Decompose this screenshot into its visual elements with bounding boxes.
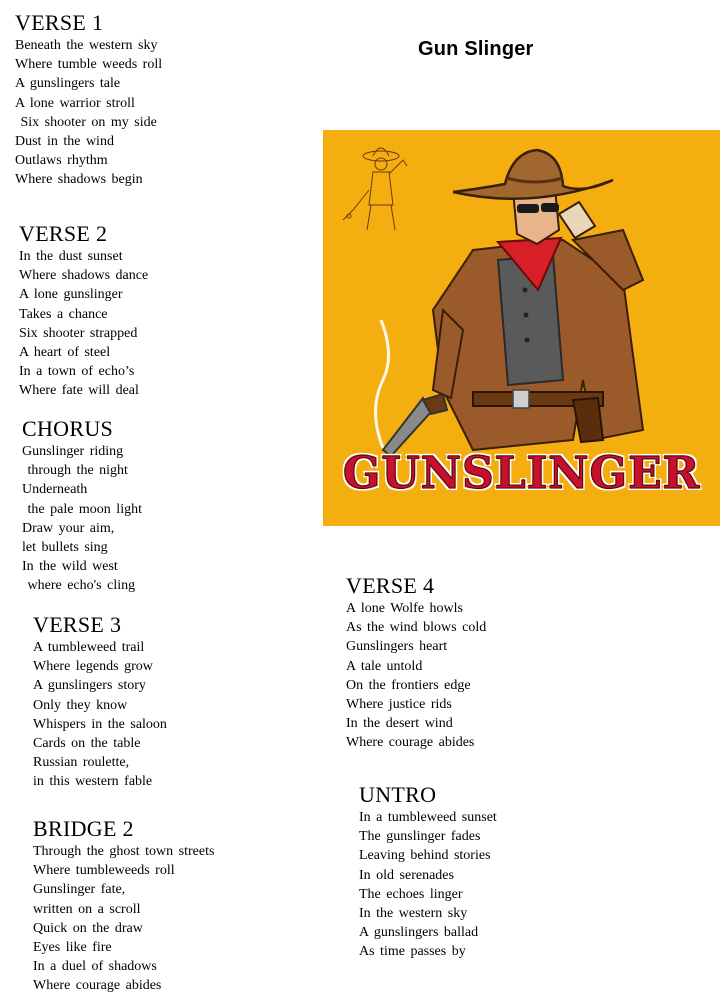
verse-1 bbox=[15, 10, 162, 190]
lyric-line: As the wind blows cold bbox=[346, 620, 487, 636]
lyric-line: In a duel of shadows bbox=[33, 959, 157, 975]
song-title: Gun Slinger bbox=[418, 38, 534, 60]
lyric-line: Where justice rids bbox=[346, 697, 452, 713]
lyric-line: In the desert wind bbox=[346, 716, 453, 732]
lyric-line: In old serenades bbox=[359, 867, 454, 883]
lyric-line: Where shadows begin bbox=[15, 172, 143, 188]
lyric-line: Eyes like fire bbox=[33, 940, 112, 956]
lyric-line: The gunslinger fades bbox=[359, 829, 481, 845]
lyric-line: On the frontiers edge bbox=[346, 677, 471, 693]
lyric-line: Quick on the draw bbox=[33, 920, 143, 936]
section-heading: VERSE 3 bbox=[33, 612, 122, 637]
lyric-line: let bullets sing bbox=[22, 540, 108, 556]
lyric-line: written on a scroll bbox=[33, 901, 141, 917]
verse-4 bbox=[346, 573, 486, 753]
lyric-line: In a town of echo’s bbox=[19, 364, 135, 380]
untro bbox=[359, 782, 497, 962]
lyric-line: Six shooter strapped bbox=[19, 325, 138, 341]
lyric-line: Outlaws rhythm bbox=[15, 153, 108, 169]
lyric-line: through the night bbox=[22, 463, 128, 479]
bridge-2 bbox=[33, 816, 214, 996]
lyric-line: Where shadows dance bbox=[19, 268, 149, 284]
lyric-line: A tale untold bbox=[346, 658, 423, 674]
lyric-line: Six shooter on my side bbox=[15, 114, 157, 130]
poster-logo-text: GUNSLINGER bbox=[342, 448, 701, 499]
lyric-line: A heart of steel bbox=[19, 345, 111, 361]
section-heading: VERSE 2 bbox=[19, 221, 108, 246]
lyric-line: Gunslingers heart bbox=[346, 639, 448, 655]
lyric-line: Where fate will deal bbox=[19, 383, 139, 399]
chorus bbox=[22, 416, 142, 596]
sketch-cowboy-icon bbox=[343, 148, 407, 230]
section-heading: VERSE 1 bbox=[15, 10, 104, 35]
lyric-line: In the wild west bbox=[22, 559, 118, 575]
lyric-line: In the western sky bbox=[359, 906, 468, 922]
section-heading: VERSE 4 bbox=[346, 573, 435, 598]
lyric-line: Only they know bbox=[33, 697, 128, 713]
verse-2 bbox=[19, 221, 148, 401]
lyric-line: A gunslingers ballad bbox=[359, 925, 479, 941]
lyric-line: Where legends grow bbox=[33, 659, 153, 675]
lyric-line: Cards on the table bbox=[33, 736, 141, 752]
lyric-line: Gunslinger riding bbox=[22, 444, 124, 459]
lyric-line: Underneath bbox=[22, 482, 88, 498]
lyric-line: Leaving behind stories bbox=[359, 848, 491, 864]
lyric-line: In a tumbleweed sunset bbox=[359, 810, 497, 825]
lyric-line: A tumbleweed trail bbox=[33, 640, 145, 655]
verse-3 bbox=[33, 612, 167, 792]
lyric-line: A lone gunslinger bbox=[19, 287, 123, 303]
lyric-line: Through the ghost town streets bbox=[33, 844, 215, 859]
lyric-line: Whispers in the saloon bbox=[33, 716, 167, 732]
lyric-line: Beneath the western sky bbox=[15, 38, 158, 53]
lyric-line: The echoes linger bbox=[359, 886, 463, 902]
lyric-line: Where courage abides bbox=[33, 978, 162, 994]
lyric-line: Russian roulette, bbox=[33, 755, 130, 771]
lyric-line: the pale moon light bbox=[22, 501, 142, 517]
lyric-line: A gunslingers tale bbox=[15, 76, 121, 92]
gunslinger-poster bbox=[323, 130, 720, 526]
lyric-line: In the dust sunset bbox=[19, 249, 123, 264]
lyric-line: where echo's cling bbox=[22, 578, 136, 594]
section-heading: UNTRO bbox=[359, 782, 437, 807]
lyric-line: As time passes by bbox=[359, 944, 466, 960]
lyric-line: A gunslingers story bbox=[33, 678, 146, 694]
lyric-line: A lone Wolfe howls bbox=[346, 601, 463, 616]
section-heading: BRIDGE 2 bbox=[33, 816, 134, 841]
lyric-line: Dust in the wind bbox=[15, 134, 114, 150]
lyric-line: Takes a chance bbox=[19, 306, 108, 322]
section-heading: CHORUS bbox=[22, 416, 114, 441]
lyric-line: Where tumble weeds roll bbox=[15, 57, 163, 73]
lyric-line: Where courage abides bbox=[346, 735, 475, 751]
lyric-line: Where tumbleweeds roll bbox=[33, 863, 175, 879]
lyric-line: A lone warrior stroll bbox=[15, 95, 135, 111]
lyric-line: in this western fable bbox=[33, 774, 153, 790]
lyric-line: Gunslinger fate, bbox=[33, 882, 126, 898]
lyric-line: Draw your aim, bbox=[22, 520, 115, 536]
